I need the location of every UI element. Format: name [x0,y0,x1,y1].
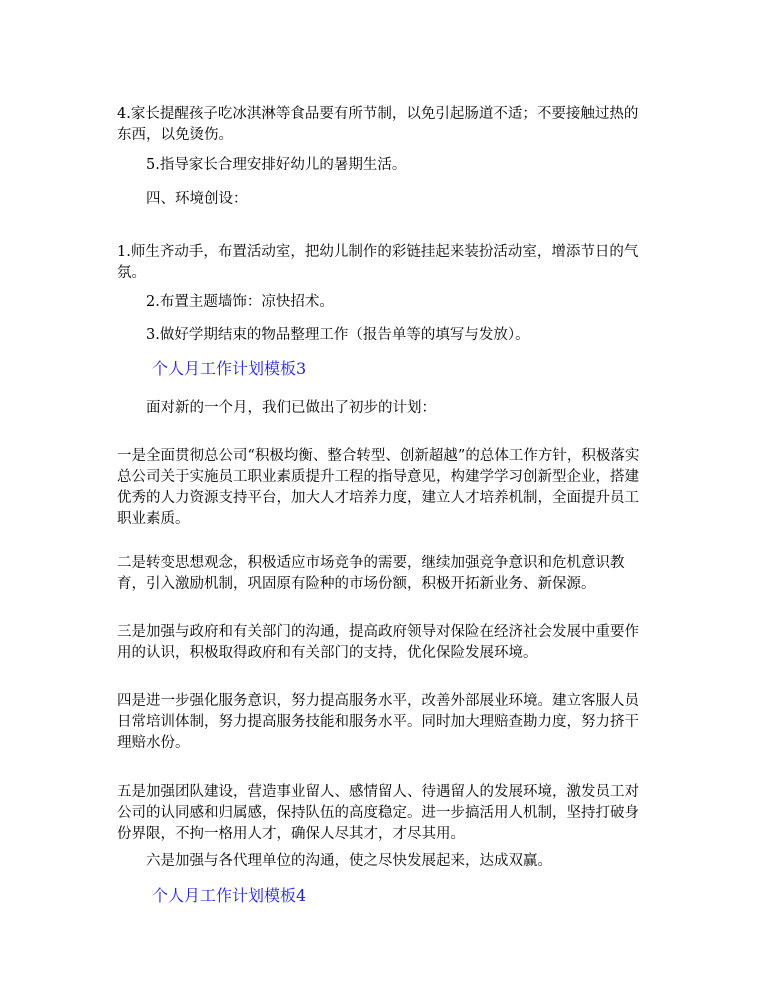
paragraph-plan-item-2: 二是转变思想观念，积极适应市场竞争的需要，继续加强竞争意识和危机意识教育，引入激励机制，巩固原有险种的市场份额，积极开拓新业务、新保源。 [117,555,625,592]
paragraph-plan-item-5: 五是加强团队建设，营造事业留人、感情留人、待遇留人的发展环境，激发员工对公司的认同感和归属感，保持队伍的高度稳定。进一步搞活用人机制，坚持打破身份界限，不拘一格用人才，确保人尽其才，才尽其用。 [117,784,639,842]
paragraph-monthly-plan-intro: 面对新的一个月，我们已做出了初步的计划： [146,400,436,416]
paragraph-theme-wall: 2.布置主题墙饰：凉快招术。 [146,294,334,310]
paragraph-plan-item-3: 三是加强与政府和有关部门的沟通，提高政府领导对保险在经济社会发展中重要作用的认识，积极取得政府和有关部门的支持，优化保险发展环境。 [117,624,639,661]
section-heading-environment: 四、环境创设： [146,191,248,207]
paragraph-parent-reminder: 4.家长提醒孩子吃冰淇淋等食品要有所节制，以免引起肠道不适；不要接触过热的东西，以免烫伤。 [117,106,639,143]
paragraph-plan-item-4: 四是进一步强化服务意识，努力提高服务水平，改善外部展业环境。建立客服人员日常培训体制，努力提高服务技能和服务水平。同时加大理赔查勘力度，努力挤干理赔水份。 [117,693,639,751]
paragraph-term-end-tasks: 3.做好学期结束的物品整理工作（报告单等的填写与发放）。 [146,327,530,343]
template-heading-4: 个人月工作计划模板4 [152,886,307,905]
paragraph-plan-item-1: 一是全面贯彻总公司“积极均衡、整合转型、创新超越”的总体工作方针，积极落实总公司关于实施员工职业素质提升工程的指导意见，构建学学习创新型企业，搭建优秀的人力资源支持平台，加大人才培养力度，建立人才培养机制，全面提升员工职业素质。 [117,448,640,527]
paragraph-summer-guidance: 5.指导家长合理安排好幼儿的暑期生活。 [146,157,407,173]
template-heading-3: 个人月工作计划模板3 [152,359,307,378]
paragraph-classroom-decoration: 1.师生齐动手，布置活动室，把幼儿制作的彩链挂起来装扮活动室，增添节日的气氛。 [117,244,639,281]
paragraph-plan-item-6: 六是加强与各代理单位的沟通，使之尽快发展起来，达成双赢。 [146,853,552,869]
